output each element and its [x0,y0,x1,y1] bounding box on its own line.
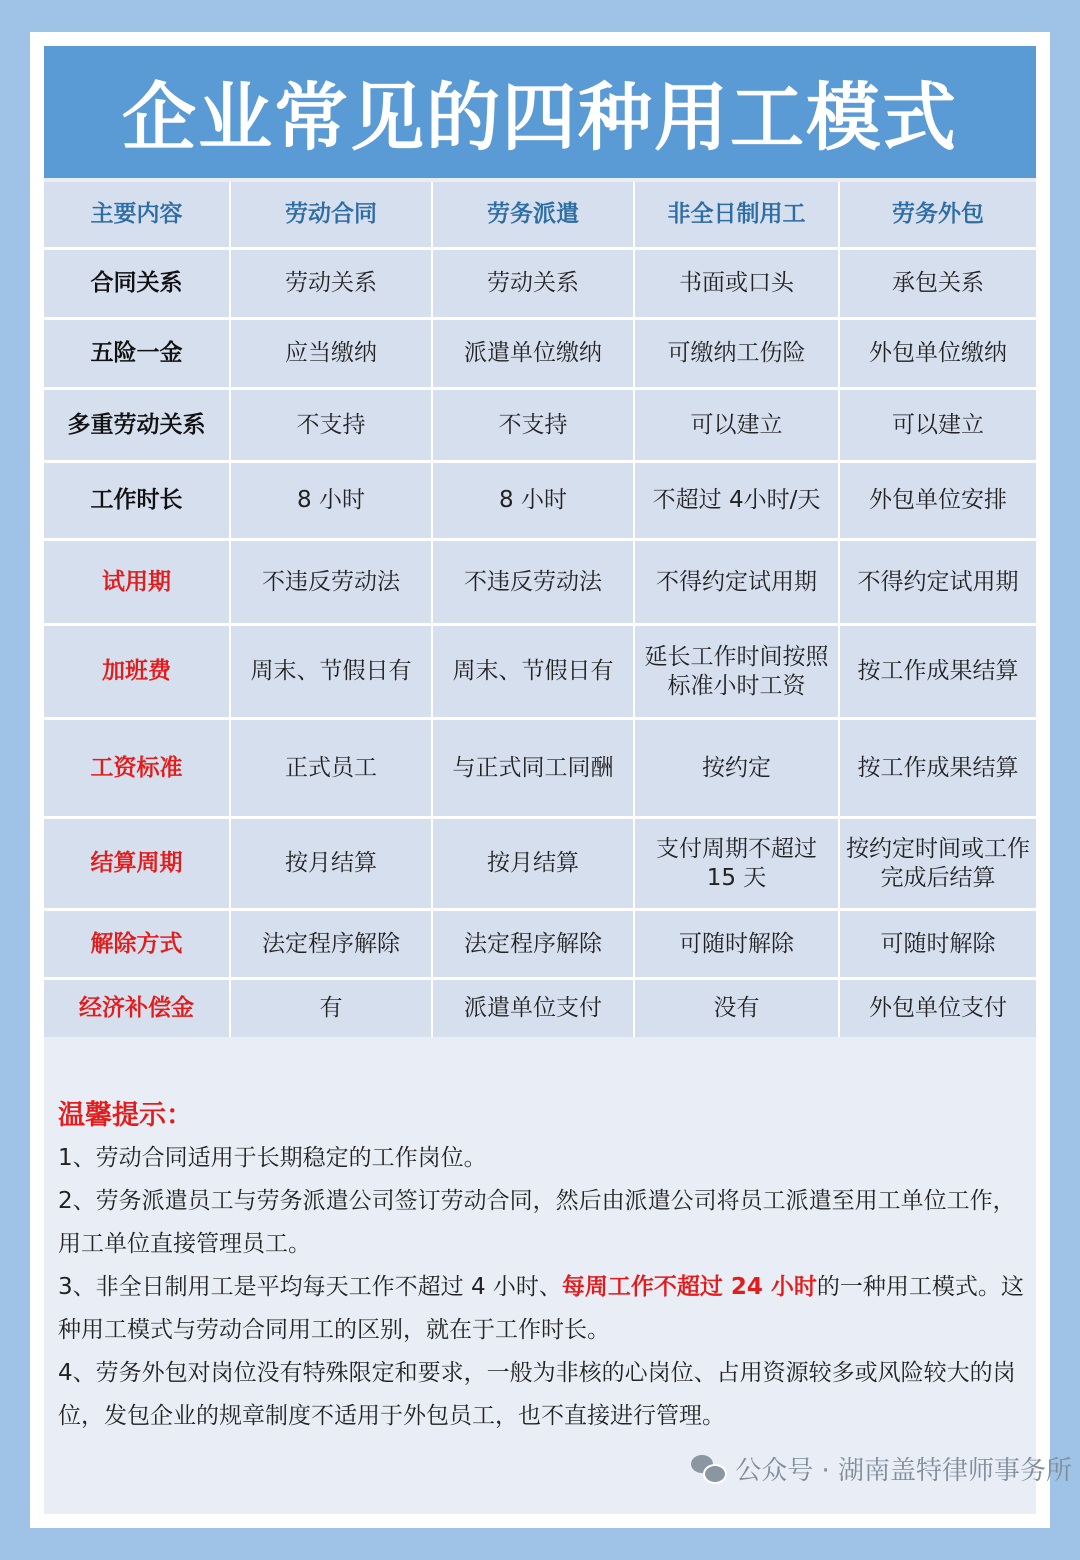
table-cell: 有 [231,980,431,1037]
table-cell: 劳动关系 [433,250,633,317]
header-outsourcing: 劳务外包 [840,182,1036,247]
table-cell: 可缴纳工伤险 [635,320,838,387]
row-label: 试用期 [44,541,229,623]
table-cell: 劳动关系 [231,250,431,317]
table-cell: 承包关系 [840,250,1036,317]
page-title: 企业常见的四种用工模式 [44,46,1036,178]
tip-item-3 [58,1266,1024,1352]
comparison-table [44,182,1036,1037]
tip-item-1: 1、劳动合同适用于长期稳定的工作岗位。 [58,1145,487,1171]
table-cell: 周末、节假日有 [231,626,431,717]
table-cell: 不超过 4小时/天 [635,463,838,538]
table-cell: 可以建立 [635,390,838,460]
row-label: 五险一金 [44,320,229,387]
table-cell: 应当缴纳 [231,320,431,387]
footer-text: 公众号 · 湖南盖特律师事务所 [735,1456,1072,1486]
table-cell: 按工作成果结算 [840,720,1036,816]
table-cell: 不违反劳动法 [231,541,431,623]
table-cell: 按月结算 [433,819,633,908]
row-label: 合同关系 [44,250,229,317]
row-label: 工作时长 [44,463,229,538]
table-cell: 可随时解除 [635,911,838,977]
table-cell: 周末、节假日有 [433,626,633,717]
table-cell: 可以建立 [840,390,1036,460]
table-cell: 按工作成果结算 [840,626,1036,717]
wechat-icon [691,1455,725,1483]
content-panel [44,46,1036,1514]
header-labor-dispatch: 劳务派遣 [433,182,633,247]
table-cell: 法定程序解除 [231,911,431,977]
header-part-time: 非全日制用工 [635,182,838,247]
page-frame [30,32,1050,1528]
row-label: 工资标准 [44,720,229,816]
table-cell: 不支持 [231,390,431,460]
tip-item-3-part-b: 的一种用工模式。这种用工模式与劳动合同用工的区别，就在于工作时长。 [58,1274,1024,1343]
tip-item-3-part-a: 3、非全日制用工是平均每天工作不超过 4 小时、 [58,1274,562,1300]
table-cell: 正式员工 [231,720,431,816]
table-cell: 不得约定试用期 [840,541,1036,623]
tips-title: 温馨提示： [58,1100,193,1131]
table-cell: 没有 [635,980,838,1037]
table-cell: 延长工作时间按照标准小时工资 [635,626,838,717]
table-cell: 法定程序解除 [433,911,633,977]
table-cell: 外包单位缴纳 [840,320,1036,387]
header-labor-contract: 劳动合同 [231,182,431,247]
tip-item-3-highlight: 每周工作不超过 24 小时 [561,1274,817,1300]
table-cell: 按约定时间或工作完成后结算 [840,819,1036,908]
row-label: 经济补偿金 [44,980,229,1037]
table-cell: 按月结算 [231,819,431,908]
row-label: 加班费 [44,626,229,717]
table-cell: 不得约定试用期 [635,541,838,623]
footer-watermark [691,1450,1072,1487]
row-label: 解除方式 [44,911,229,977]
table-cell: 按约定 [635,720,838,816]
table-cell: 与正式同工同酬 [433,720,633,816]
table-cell: 不违反劳动法 [433,541,633,623]
tip-item-4: 4、劳务外包对岗位没有特殊限定和要求，一般为非核的心岗位、占用资源较多或风险较大的岗位，发包企业的规章制度不适用于外包员工，也不直接进行管理。 [58,1360,1016,1429]
table-cell: 外包单位支付 [840,980,1036,1037]
table-cell: 支付周期不超过 15 天 [635,819,838,908]
table-cell: 派遣单位缴纳 [433,320,633,387]
tips-section [58,1094,1024,1438]
table-cell: 8 小时 [433,463,633,538]
table-cell: 可随时解除 [840,911,1036,977]
table-cell: 不支持 [433,390,633,460]
table-cell: 派遣单位支付 [433,980,633,1037]
table-cell: 8 小时 [231,463,431,538]
table-cell: 外包单位安排 [840,463,1036,538]
row-label: 结算周期 [44,819,229,908]
table-cell: 书面或口头 [635,250,838,317]
tip-item-2: 2、劳务派遣员工与劳务派遣公司签订劳动合同，然后由派遣公司将员工派遣至用工单位工作，用工单位直接管理员工。 [58,1188,1016,1257]
row-label: 多重劳动关系 [44,390,229,460]
header-main-content: 主要内容 [44,182,229,247]
